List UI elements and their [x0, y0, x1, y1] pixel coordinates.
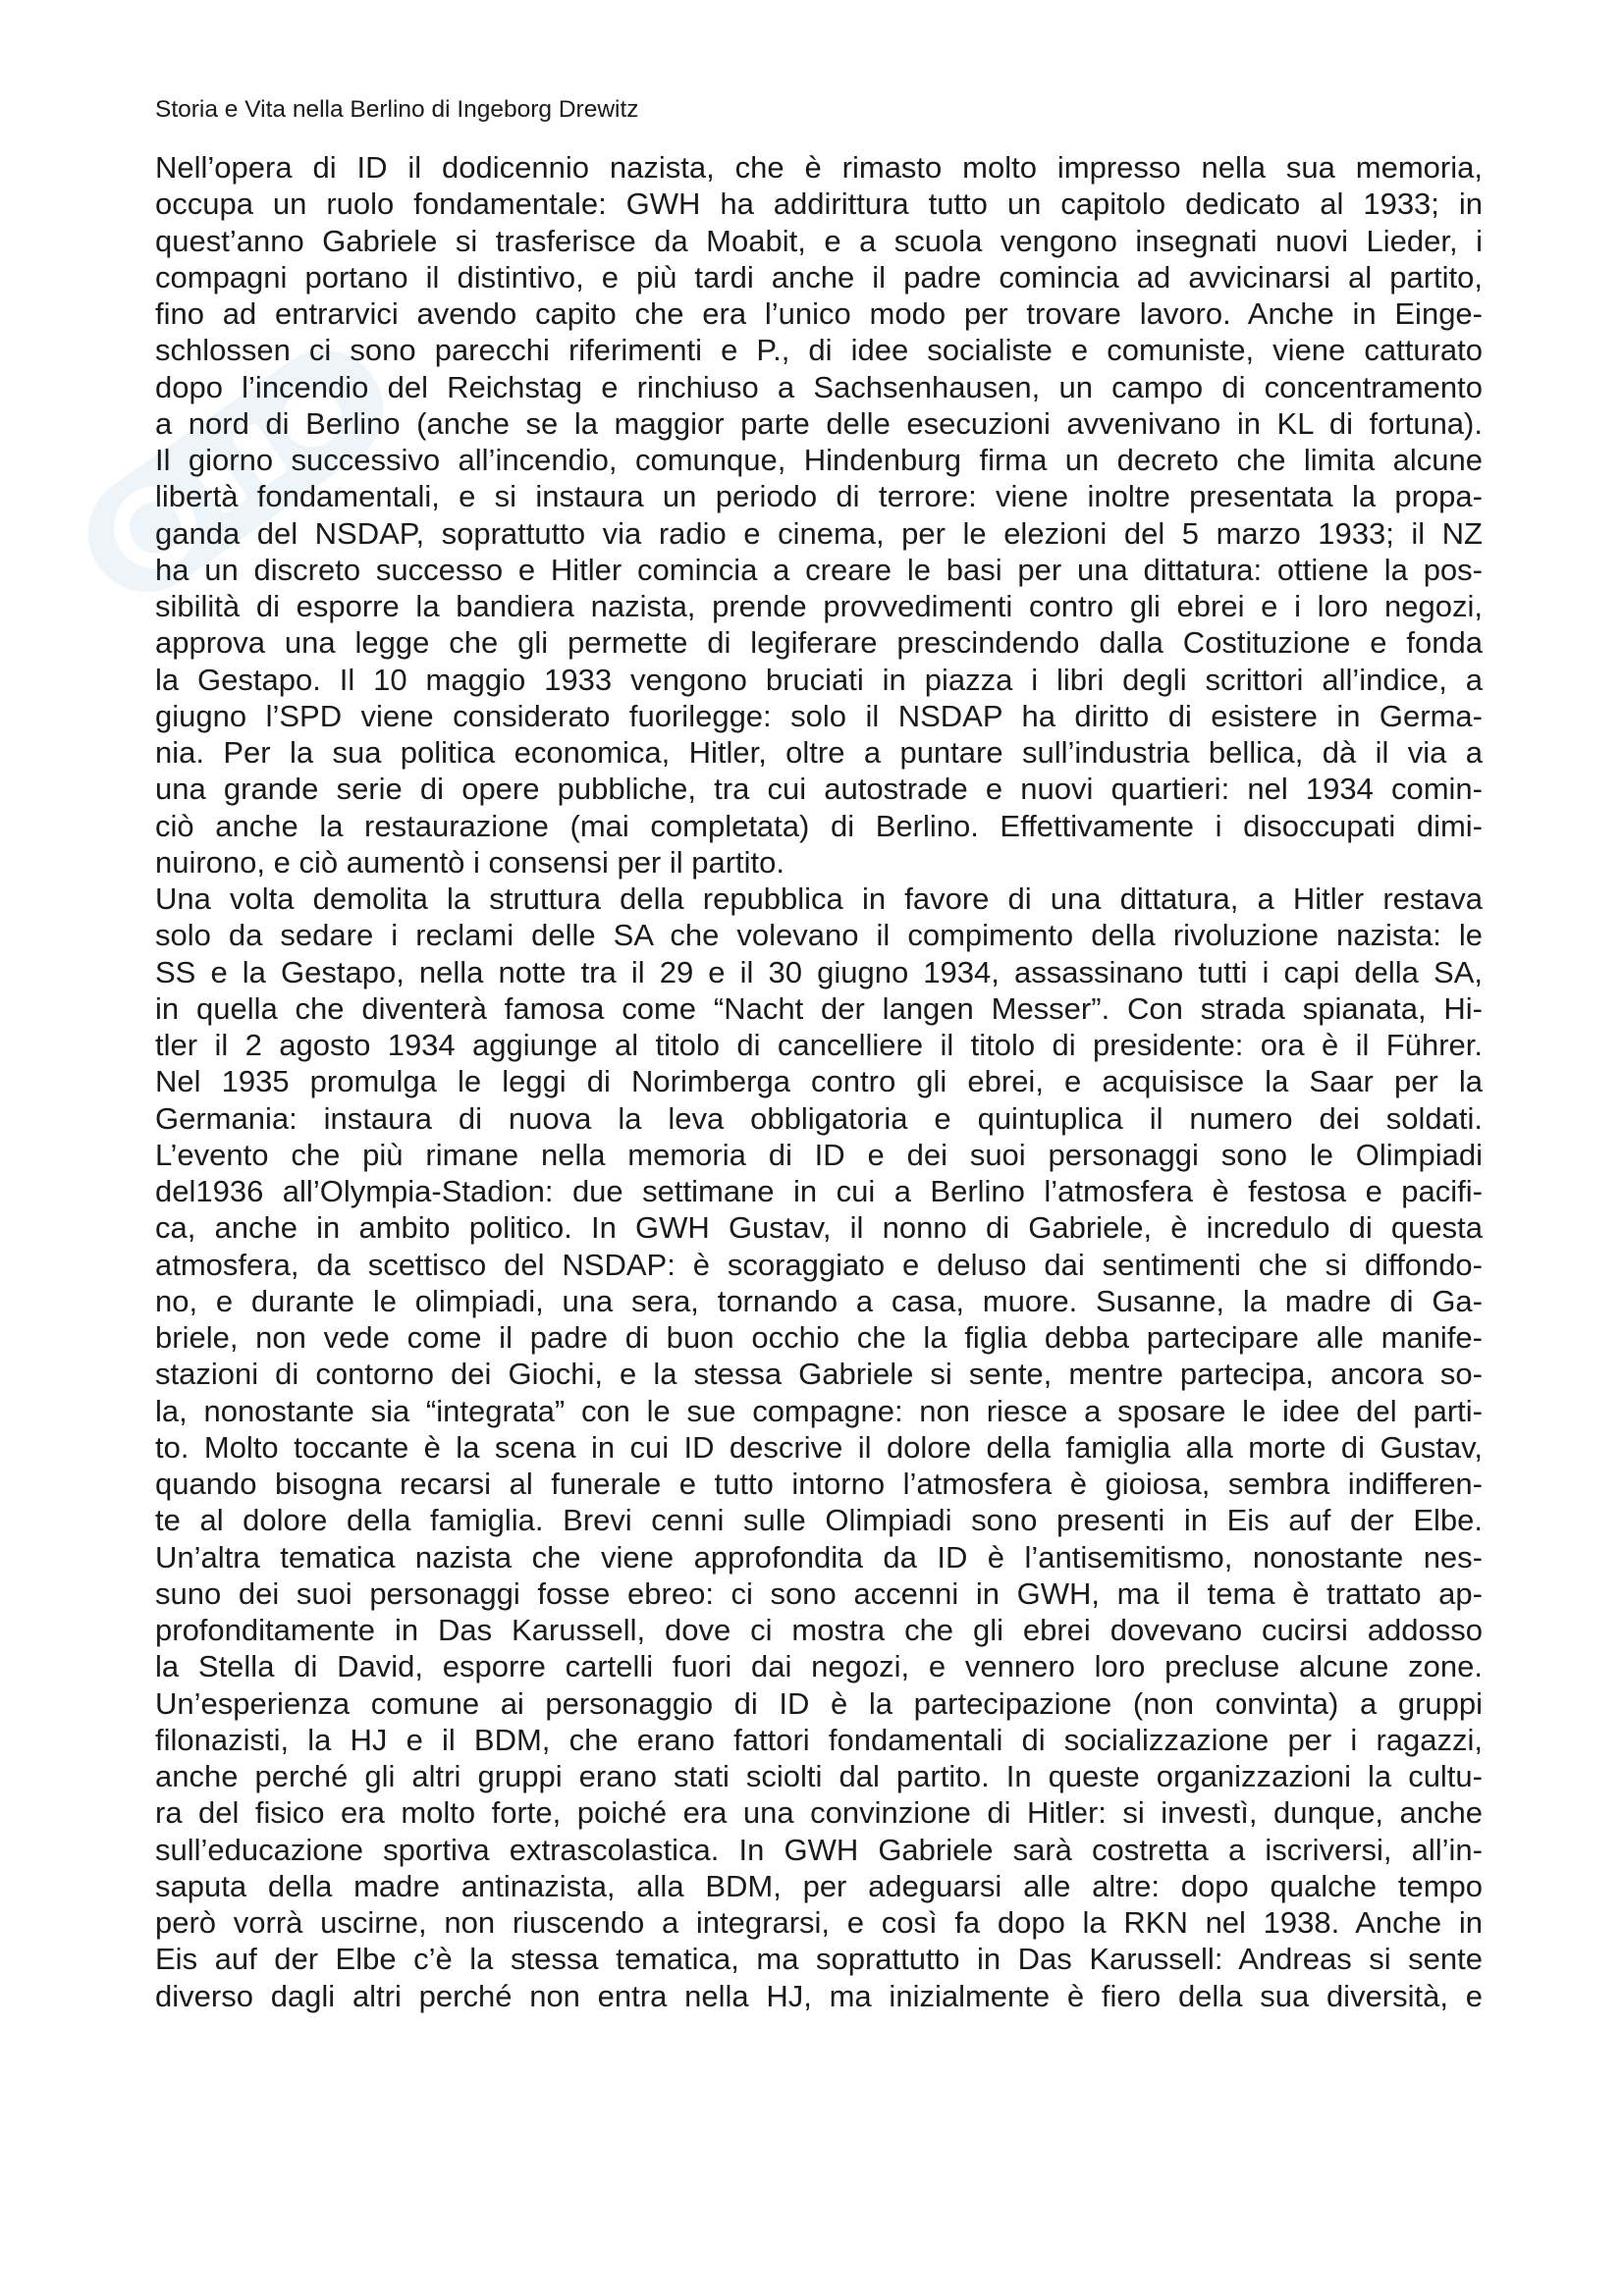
text-line: la Gestapo. Il 10 maggio 1933 vengono bruciati in piazza i libri degli scrittori all’indice, a [155, 662, 1483, 697]
text-line: del1936 all’Olympia-Stadion: due settimane in cui a Berlino l’atmosfera è festosa e pacifi- [155, 1174, 1483, 1208]
text-line: Eis auf der Elbe c’è la stessa tematica, ma soprattutto in Das Karussell: Andreas si sente [155, 1942, 1483, 1977]
text-line: no, e durante le olimpiadi, una sera, tornando a casa, muore. Susanne, la madre di Ga- [155, 1283, 1483, 1318]
text-line: la Stella di David, esporre cartelli fuori dai negozi, e vennero loro precluse alcune zone. [155, 1649, 1483, 1684]
text-line: sibilità di esporre la bandiera nazista, prende provvedimenti contro gli ebrei e i loro negozi, [155, 589, 1483, 623]
text-line: Nel 1935 promulga le leggi di Norimberga contro gli ebrei, e acquisisce la Saar per la [155, 1064, 1483, 1099]
text-line: Una volta demolita la struttura della repubblica in favore di una dittatura, a Hitler restava [155, 881, 1483, 916]
text-line: quest’anno Gabriele si trasferisce da Moabit, e a scuola vengono insegnati nuovi Lieder, i [155, 223, 1483, 258]
text-line: in quella che diventerà famosa come “Nacht der langen Messer”. Con strada spianata, Hi- [155, 990, 1483, 1026]
text-line: approva una legge che gli permette di legiferare prescindendo dalla Costituzione e fonda [155, 625, 1483, 661]
text-line: profonditamente in Das Karussell, dove ci mostra che gli ebrei dovevano cucirsi addosso [155, 1613, 1483, 1647]
text-line: Un’altra tematica nazista che viene approfondita da ID è l’antisemitismo, nonostante nes- [155, 1539, 1483, 1575]
text-line: ra del fisico era molto forte, poiché era una convinzione di Hitler: si investì, dunque, anche [155, 1795, 1483, 1831]
text-line: Il giorno successivo all’incendio, comunque, Hindenburg firma un decreto che limita alcune [155, 443, 1483, 477]
body-text [155, 149, 1483, 2014]
text-line: SS e la Gestapo, nella notte tra il 29 e il 30 giugno 1934, assassinano tutti i capi della SA, [155, 954, 1483, 989]
text-line: ca, anche in ambito politico. In GWH Gustav, il nonno di Gabriele, è incredulo di questa [155, 1210, 1483, 1246]
text-line: la, nonostante sia “integrata” con le sue compagne: non riesce a sposare le idee del parti- [155, 1393, 1483, 1428]
text-line: fino ad entrarvici avendo capito che era l’unico modo per trovare lavoro. Anche in Einge- [155, 296, 1483, 331]
text-line: filonazisti, la HJ e il BDM, che erano fattori fondamentali di socializzazione per i ragazzi, [155, 1722, 1483, 1757]
text-line: una grande serie di opere pubbliche, tra cui autostrade e nuovi quartieri: nel 1934 comin- [155, 772, 1483, 807]
text-line: suno dei suoi personaggi fosse ebreo: ci sono accenni in GWH, ma il tema è trattato ap- [155, 1575, 1483, 1611]
text-line: Un’esperienza comune ai personaggio di ID è la partecipazione (non convinta) a gruppi [155, 1685, 1483, 1721]
text-line: ganda del NSDAP, soprattutto via radio e cinema, per le elezioni del 5 marzo 1933; il NZ [155, 515, 1483, 551]
text-line: solo da sedare i reclami delle SA che volevano il compimento della rivoluzione nazista: le [155, 918, 1483, 953]
text-line: Nell’opera di ID il dodicennio nazista, che è rimasto molto impresso nella sua memoria, [155, 150, 1483, 185]
text-line: dopo l’incendio del Reichstag e rinchiuso a Sachsenhausen, un campo di concentramento [155, 369, 1483, 404]
text-line: to. Molto toccante è la scena in cui ID descrive il dolore della famiglia alla morte di Gustav, [155, 1429, 1483, 1465]
text-line: compagni portano il distintivo, e più tardi anche il padre comincia ad avvicinarsi al partito, [155, 259, 1483, 294]
text-line: ha un discreto successo e Hitler comincia a creare le basi per una dittatura: ottiene la pos- [155, 552, 1483, 587]
text-line: tler il 2 agosto 1934 aggiunge al titolo di cancelliere il titolo di presidente: ora è il Führer. [155, 1028, 1483, 1062]
text-line: atmosfera, da scettisco del NSDAP: è scoraggiato e deluso dai sentimenti che si diffondo- [155, 1247, 1483, 1282]
text-line: Germania: instaura di nuova la leva obbligatoria e quintuplica il numero dei soldati. [155, 1100, 1483, 1136]
text-line: L’evento che più rimane nella memoria di ID e dei suoi personaggi sono le Olimpiadi [155, 1137, 1483, 1172]
text-line: sull’educazione sportiva extrascolastica. In GWH Gabriele sarà costretta a iscriversi, all’in- [155, 1832, 1483, 1867]
text-line: però vorrà uscirne, non riuscendo a integrarsi, e così fa dopo la RKN nel 1938. Anche in [155, 1905, 1483, 1940]
text-line: occupa un ruolo fondamentale: GWH ha addirittura tutto un capitolo dedicato al 1933; in [155, 187, 1483, 222]
text-line: diverso dagli altri perché non entra nella HJ, ma inizialmente è fiero della sua diversità, e [155, 1978, 1483, 2013]
text-line: quando bisogna recarsi al funerale e tutto intorno l’atmosfera è gioiosa, sembra indifferen- [155, 1467, 1483, 1501]
text-line: nia. Per la sua politica economica, Hitler, oltre a puntare sull’industria bellica, dà il via a [155, 735, 1483, 770]
text-line: giugno l’SPD viene considerato fuorilegge: solo il NSDAP ha diritto di esistere in Germa- [155, 698, 1483, 733]
running-header: Storia e Vita nella Berlino di Ingeborg Drewitz [155, 96, 639, 123]
text-line: a nord di Berlino (anche se la maggior parte delle esecuzioni avvenivano in KL di fortuna). [155, 405, 1483, 441]
text-line: schlossen ci sono parecchi riferimenti e P., di idee socialiste e comuniste, viene catturato [155, 333, 1483, 368]
text-line: te al dolore della famiglia. Brevi cenni sulle Olimpiadi sono presenti in Eis auf der Elbe. [155, 1503, 1483, 1538]
text-line: anche perché gli altri gruppi erano stati sciolti dal partito. In queste organizzazioni la cultu- [155, 1759, 1483, 1793]
text-line: stazioni di contorno dei Giochi, e la stessa Gabriele si sente, mentre partecipa, ancora so- [155, 1357, 1483, 1392]
text-line: briele, non vede come il padre di buon occhio che la figlia debba partecipare alle manife- [155, 1320, 1483, 1355]
text-line: libertà fondamentali, e si instaura un periodo di terrore: viene inoltre presentata la propa- [155, 479, 1483, 514]
text-line: nuirono, e ciò aumentò i consensi per il partito. [155, 844, 785, 880]
text-line: saputa della madre antinazista, alla BDM, per adeguarsi alle altre: dopo qualche tempo [155, 1868, 1483, 1903]
text-line: ciò anche la restaurazione (mai completata) di Berlino. Effettivamente i disoccupati dimi- [155, 808, 1483, 843]
